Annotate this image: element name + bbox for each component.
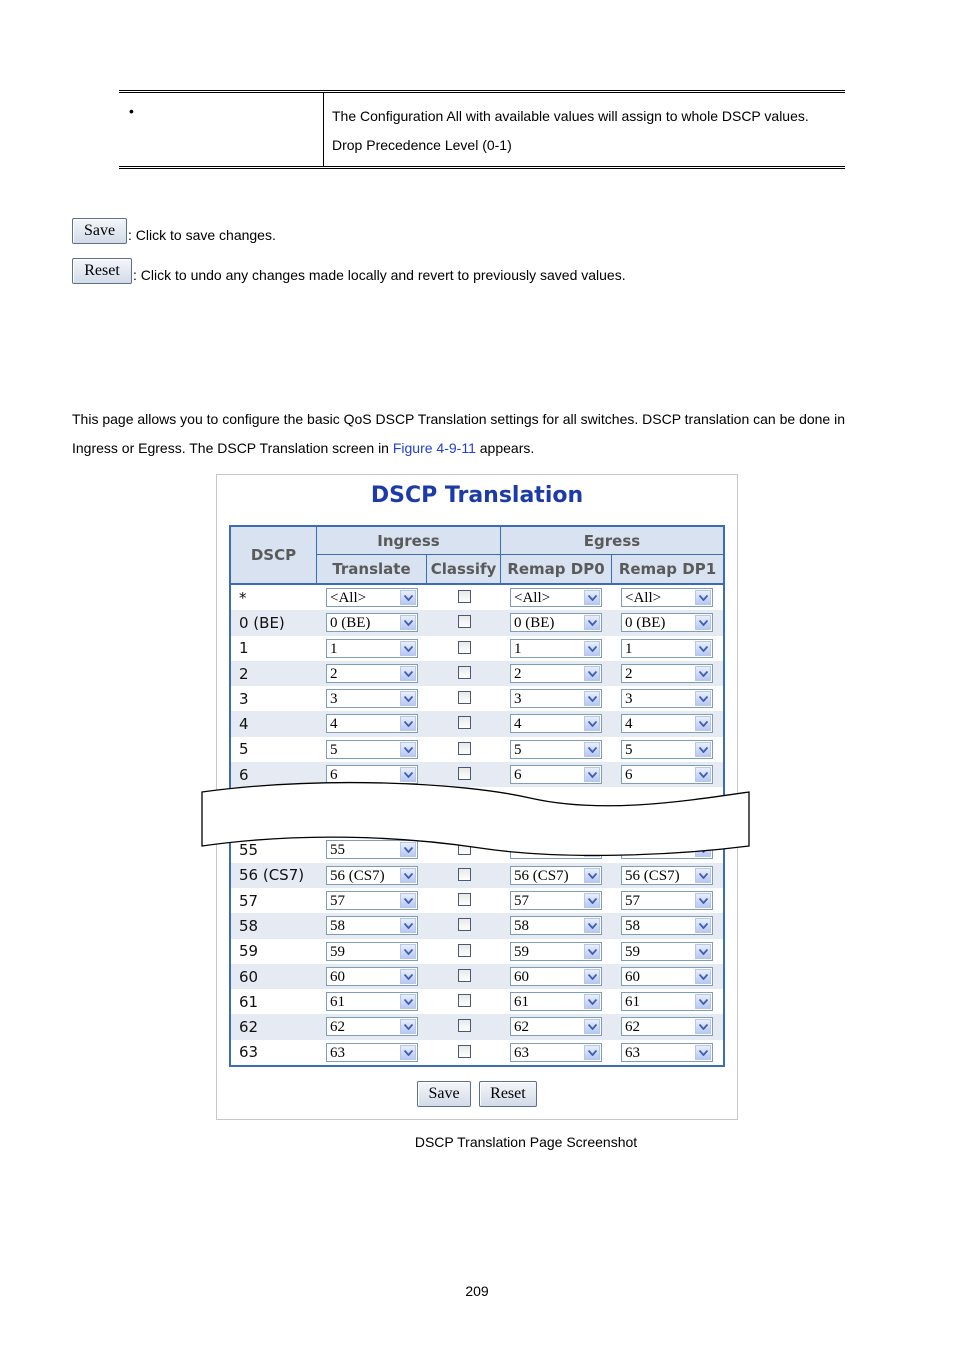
- chevron-down-icon[interactable]: [584, 1019, 600, 1034]
- select-value: 6: [330, 767, 338, 784]
- select-value: 63: [625, 1044, 640, 1061]
- classify-checkbox[interactable]: [458, 944, 471, 957]
- bullet-cell: [119, 92, 324, 168]
- figure-link[interactable]: Figure 4-9-11: [392, 440, 476, 456]
- dscp-value: 60: [239, 967, 259, 986]
- chevron-down-icon[interactable]: [695, 994, 711, 1009]
- header-ingress: Ingress: [317, 527, 501, 555]
- header-remap-dp0: Remap DP0: [501, 555, 612, 583]
- remap-dp1-select[interactable]: [621, 588, 713, 607]
- select-value: 3: [514, 691, 522, 708]
- chevron-down-icon[interactable]: [695, 742, 711, 757]
- dscp-value: 3: [239, 689, 249, 708]
- translate-select[interactable]: [326, 613, 418, 632]
- select-value: 4: [514, 716, 522, 733]
- select-value: 56 (CS7): [330, 867, 385, 884]
- table-row: [231, 1040, 723, 1065]
- dscp-value: 55: [239, 841, 259, 860]
- table-row: [231, 737, 723, 762]
- screenshot-reset-button[interactable]: Reset: [479, 1081, 537, 1107]
- translate-select[interactable]: [326, 1017, 418, 1036]
- select-value: 58: [514, 918, 529, 935]
- select-value: 60: [625, 968, 640, 985]
- select-value: 1: [330, 640, 338, 657]
- select-value: 60: [330, 968, 345, 985]
- classify-checkbox[interactable]: [458, 994, 471, 1007]
- reset-button[interactable]: Reset: [72, 258, 132, 284]
- remap-dp0-select[interactable]: [510, 689, 602, 708]
- classify-checkbox[interactable]: [458, 918, 471, 931]
- translate-select[interactable]: [326, 992, 418, 1011]
- dscp-value: 4: [239, 715, 249, 734]
- classify-checkbox[interactable]: [458, 969, 471, 982]
- remap-dp0-select[interactable]: [510, 613, 602, 632]
- translate-select[interactable]: [326, 866, 418, 885]
- screenshot-buttons: [217, 1081, 737, 1107]
- remap-dp0-select[interactable]: [510, 740, 602, 759]
- remap-dp0-select[interactable]: [510, 639, 602, 658]
- table-row: [231, 711, 723, 736]
- select-value: 5: [625, 741, 633, 758]
- screenshot-title: DSCP Translation: [370, 483, 584, 508]
- chevron-down-icon[interactable]: [695, 893, 711, 908]
- classify-checkbox[interactable]: [458, 691, 471, 704]
- classify-checkbox[interactable]: [458, 641, 471, 654]
- select-value: 57: [514, 892, 529, 909]
- remap-dp0-select[interactable]: [510, 891, 602, 910]
- translate-select[interactable]: [326, 740, 418, 759]
- table-row: [231, 661, 723, 686]
- header-egress: Egress: [501, 527, 723, 555]
- chevron-down-icon[interactable]: [400, 641, 416, 656]
- select-value: 2: [514, 665, 522, 682]
- select-value: 63: [514, 1044, 529, 1061]
- remap-dp1-select[interactable]: [621, 1017, 713, 1036]
- table-header: [231, 527, 723, 585]
- translate-select[interactable]: [326, 714, 418, 733]
- translate-select[interactable]: [326, 967, 418, 986]
- chevron-down-icon[interactable]: [584, 742, 600, 757]
- dscp-value: 63: [239, 1043, 259, 1062]
- remap-dp1-select[interactable]: [621, 967, 713, 986]
- dscp-value: 58: [239, 916, 259, 935]
- translate-select[interactable]: [326, 639, 418, 658]
- page-number: 209: [465, 1283, 489, 1299]
- bullet: •: [129, 103, 134, 119]
- dscp-value: 56 (CS7): [239, 866, 305, 885]
- chevron-down-icon[interactable]: [400, 742, 416, 757]
- select-value: 1: [625, 640, 633, 657]
- translate-select[interactable]: [326, 891, 418, 910]
- translate-select[interactable]: [326, 942, 418, 961]
- remap-dp0-select[interactable]: [510, 714, 602, 733]
- remap-dp1-select[interactable]: [621, 639, 713, 658]
- translate-select[interactable]: [326, 1043, 418, 1062]
- select-value: 5: [330, 741, 338, 758]
- chevron-down-icon[interactable]: [400, 893, 416, 908]
- chevron-down-icon[interactable]: [400, 590, 416, 605]
- chevron-down-icon[interactable]: [695, 868, 711, 883]
- remap-dp0-select[interactable]: [510, 967, 602, 986]
- select-value: 61: [514, 994, 529, 1011]
- table-row: [231, 686, 723, 711]
- chevron-down-icon[interactable]: [584, 1045, 600, 1060]
- remap-dp0-select[interactable]: [510, 866, 602, 885]
- select-value: 58: [330, 918, 345, 935]
- select-value: 62: [625, 1019, 640, 1036]
- header-remap-dp1: Remap DP1: [618, 560, 717, 578]
- select-value: 63: [330, 1044, 345, 1061]
- table-row: [231, 610, 723, 635]
- definition-table: [119, 90, 845, 169]
- dscp-value: *: [239, 588, 247, 607]
- description-line: Drop Precedence Level (0-1): [332, 137, 512, 153]
- select-value: 59: [625, 943, 640, 960]
- chevron-down-icon[interactable]: [695, 641, 711, 656]
- chevron-down-icon[interactable]: [695, 666, 711, 681]
- chevron-down-icon[interactable]: [400, 716, 416, 731]
- select-value: 57: [330, 892, 345, 909]
- dscp-value: 59: [239, 942, 259, 961]
- table-row: [231, 913, 723, 938]
- remap-dp1-select[interactable]: [621, 992, 713, 1011]
- header-translate: Translate: [317, 555, 427, 583]
- select-value: 0 (BE): [625, 615, 666, 632]
- chevron-down-icon[interactable]: [695, 1019, 711, 1034]
- chevron-down-icon[interactable]: [695, 691, 711, 706]
- chevron-down-icon[interactable]: [400, 994, 416, 1009]
- remap-dp1-select[interactable]: [621, 613, 713, 632]
- remap-dp1-select[interactable]: [621, 1043, 713, 1062]
- classify-checkbox[interactable]: [458, 615, 471, 628]
- translate-select[interactable]: [326, 588, 418, 607]
- chevron-down-icon[interactable]: [400, 969, 416, 984]
- classify-checkbox[interactable]: [458, 767, 471, 780]
- table-row: [231, 863, 723, 888]
- chevron-down-icon[interactable]: [584, 615, 600, 630]
- chevron-down-icon[interactable]: [695, 590, 711, 605]
- remap-dp1-select[interactable]: [621, 714, 713, 733]
- translate-select[interactable]: [326, 664, 418, 683]
- select-value: 0 (BE): [330, 615, 371, 632]
- table-row: [231, 888, 723, 913]
- chevron-down-icon[interactable]: [584, 893, 600, 908]
- chevron-down-icon[interactable]: [584, 716, 600, 731]
- classify-checkbox[interactable]: [458, 893, 471, 906]
- classify-checkbox[interactable]: [458, 590, 471, 603]
- figure-caption: DSCP Translation Page Screenshot: [414, 1134, 638, 1150]
- select-value: 3: [330, 691, 338, 708]
- chevron-down-icon[interactable]: [584, 969, 600, 984]
- table-row: [231, 585, 723, 610]
- break-wave-icon: [200, 780, 752, 860]
- rows-top: [231, 585, 723, 787]
- remap-dp1-select[interactable]: [621, 664, 713, 683]
- chevron-down-icon[interactable]: [584, 868, 600, 883]
- dscp-value: 5: [239, 740, 249, 759]
- description-line: The Configuration All with available values will assign to whole DSCP values.: [332, 108, 809, 124]
- dscp-value: 61: [239, 992, 259, 1011]
- select-value: 57: [625, 892, 640, 909]
- reset-legend: [72, 258, 626, 284]
- dscp-value: 1: [239, 639, 249, 658]
- classify-checkbox[interactable]: [458, 1045, 471, 1058]
- dscp-value: 0 (BE): [239, 613, 285, 632]
- chevron-down-icon[interactable]: [584, 590, 600, 605]
- screenshot-save-button[interactable]: Save: [417, 1081, 471, 1107]
- select-value: <All>: [625, 590, 662, 606]
- chevron-down-icon[interactable]: [400, 691, 416, 706]
- select-value: 59: [514, 943, 529, 960]
- chevron-down-icon[interactable]: [695, 716, 711, 731]
- chevron-down-icon[interactable]: [584, 944, 600, 959]
- select-value: <All>: [514, 590, 551, 606]
- table-row: [231, 939, 723, 964]
- chevron-down-icon[interactable]: [400, 615, 416, 630]
- remap-dp0-select[interactable]: [510, 916, 602, 935]
- table-row: [231, 964, 723, 989]
- select-value: 61: [330, 994, 345, 1011]
- remap-dp1-select[interactable]: [621, 891, 713, 910]
- select-value: 6: [625, 767, 633, 784]
- classify-checkbox[interactable]: [458, 868, 471, 881]
- select-value: 62: [514, 1019, 529, 1036]
- chevron-down-icon[interactable]: [400, 944, 416, 959]
- chevron-down-icon[interactable]: [400, 1019, 416, 1034]
- chevron-down-icon[interactable]: [695, 969, 711, 984]
- select-value: 3: [625, 691, 633, 708]
- intro-paragraph: [72, 405, 882, 463]
- select-value: 6: [514, 767, 522, 784]
- remap-dp0-select[interactable]: [510, 942, 602, 961]
- remap-dp1-select[interactable]: [621, 942, 713, 961]
- chevron-down-icon[interactable]: [584, 691, 600, 706]
- translate-select[interactable]: [326, 689, 418, 708]
- chevron-down-icon[interactable]: [695, 918, 711, 933]
- dscp-value: 62: [239, 1018, 259, 1037]
- remap-dp0-select[interactable]: [510, 992, 602, 1011]
- remap-dp0-select[interactable]: [510, 1043, 602, 1062]
- rows-bottom: [231, 837, 723, 1065]
- dscp-value: 2: [239, 664, 249, 683]
- intro-text-end: appears.: [475, 440, 535, 456]
- remap-dp0-select[interactable]: [510, 664, 602, 683]
- remap-dp1-select[interactable]: [621, 866, 713, 885]
- chevron-down-icon[interactable]: [584, 918, 600, 933]
- select-value: 59: [330, 943, 345, 960]
- table-row: [231, 989, 723, 1014]
- remap-dp1-select[interactable]: [621, 740, 713, 759]
- select-value: <All>: [330, 590, 367, 606]
- save-description: : Click to save changes.: [128, 227, 276, 243]
- remap-dp0-select[interactable]: [510, 1017, 602, 1036]
- chevron-down-icon[interactable]: [584, 994, 600, 1009]
- remap-dp0-select[interactable]: [510, 588, 602, 607]
- select-value: 5: [514, 741, 522, 758]
- header-classify: Classify: [427, 555, 501, 583]
- select-value: 56 (CS7): [625, 867, 680, 884]
- select-value: 2: [625, 665, 633, 682]
- chevron-down-icon[interactable]: [695, 615, 711, 630]
- select-value: 4: [625, 716, 633, 733]
- chevron-down-icon[interactable]: [400, 1045, 416, 1060]
- table-row: [231, 636, 723, 661]
- select-value: 4: [330, 716, 338, 733]
- chevron-down-icon[interactable]: [695, 944, 711, 959]
- select-value: 60: [514, 968, 529, 985]
- classify-checkbox[interactable]: [458, 666, 471, 679]
- remap-dp1-select[interactable]: [621, 916, 713, 935]
- classify-checkbox[interactable]: [458, 716, 471, 729]
- remap-dp1-select[interactable]: [621, 689, 713, 708]
- chevron-down-icon[interactable]: [584, 666, 600, 681]
- dscp-value: 57: [239, 891, 259, 910]
- chevron-down-icon[interactable]: [400, 666, 416, 681]
- description-cell: [324, 92, 846, 168]
- save-legend: [72, 218, 276, 244]
- select-value: 0 (BE): [514, 615, 555, 632]
- table-row: [231, 1014, 723, 1039]
- select-value: 58: [625, 918, 640, 935]
- chevron-down-icon[interactable]: [695, 1045, 711, 1060]
- translate-select[interactable]: [326, 916, 418, 935]
- select-value: 1: [514, 640, 522, 657]
- classify-checkbox[interactable]: [458, 1019, 471, 1032]
- dscp-value: 6: [239, 765, 249, 784]
- select-value: 2: [330, 665, 338, 682]
- save-button[interactable]: Save: [72, 218, 127, 244]
- chevron-down-icon[interactable]: [584, 641, 600, 656]
- reset-description: : Click to undo any changes made locally and revert to previously saved values.: [133, 267, 626, 283]
- select-value: 61: [625, 994, 640, 1011]
- intro-text: This page allows you to configure the basic QoS DSCP Translation settings for all switches. DSCP translation can be done in Ingress or Egress. The DSCP Translation screen in: [72, 411, 846, 456]
- classify-checkbox[interactable]: [458, 742, 471, 755]
- select-value: 55: [330, 842, 345, 859]
- select-value: 56 (CS7): [514, 867, 569, 884]
- select-value: 62: [330, 1019, 345, 1036]
- header-dscp: DSCP: [231, 527, 317, 583]
- chevron-down-icon[interactable]: [400, 918, 416, 933]
- chevron-down-icon[interactable]: [400, 868, 416, 883]
